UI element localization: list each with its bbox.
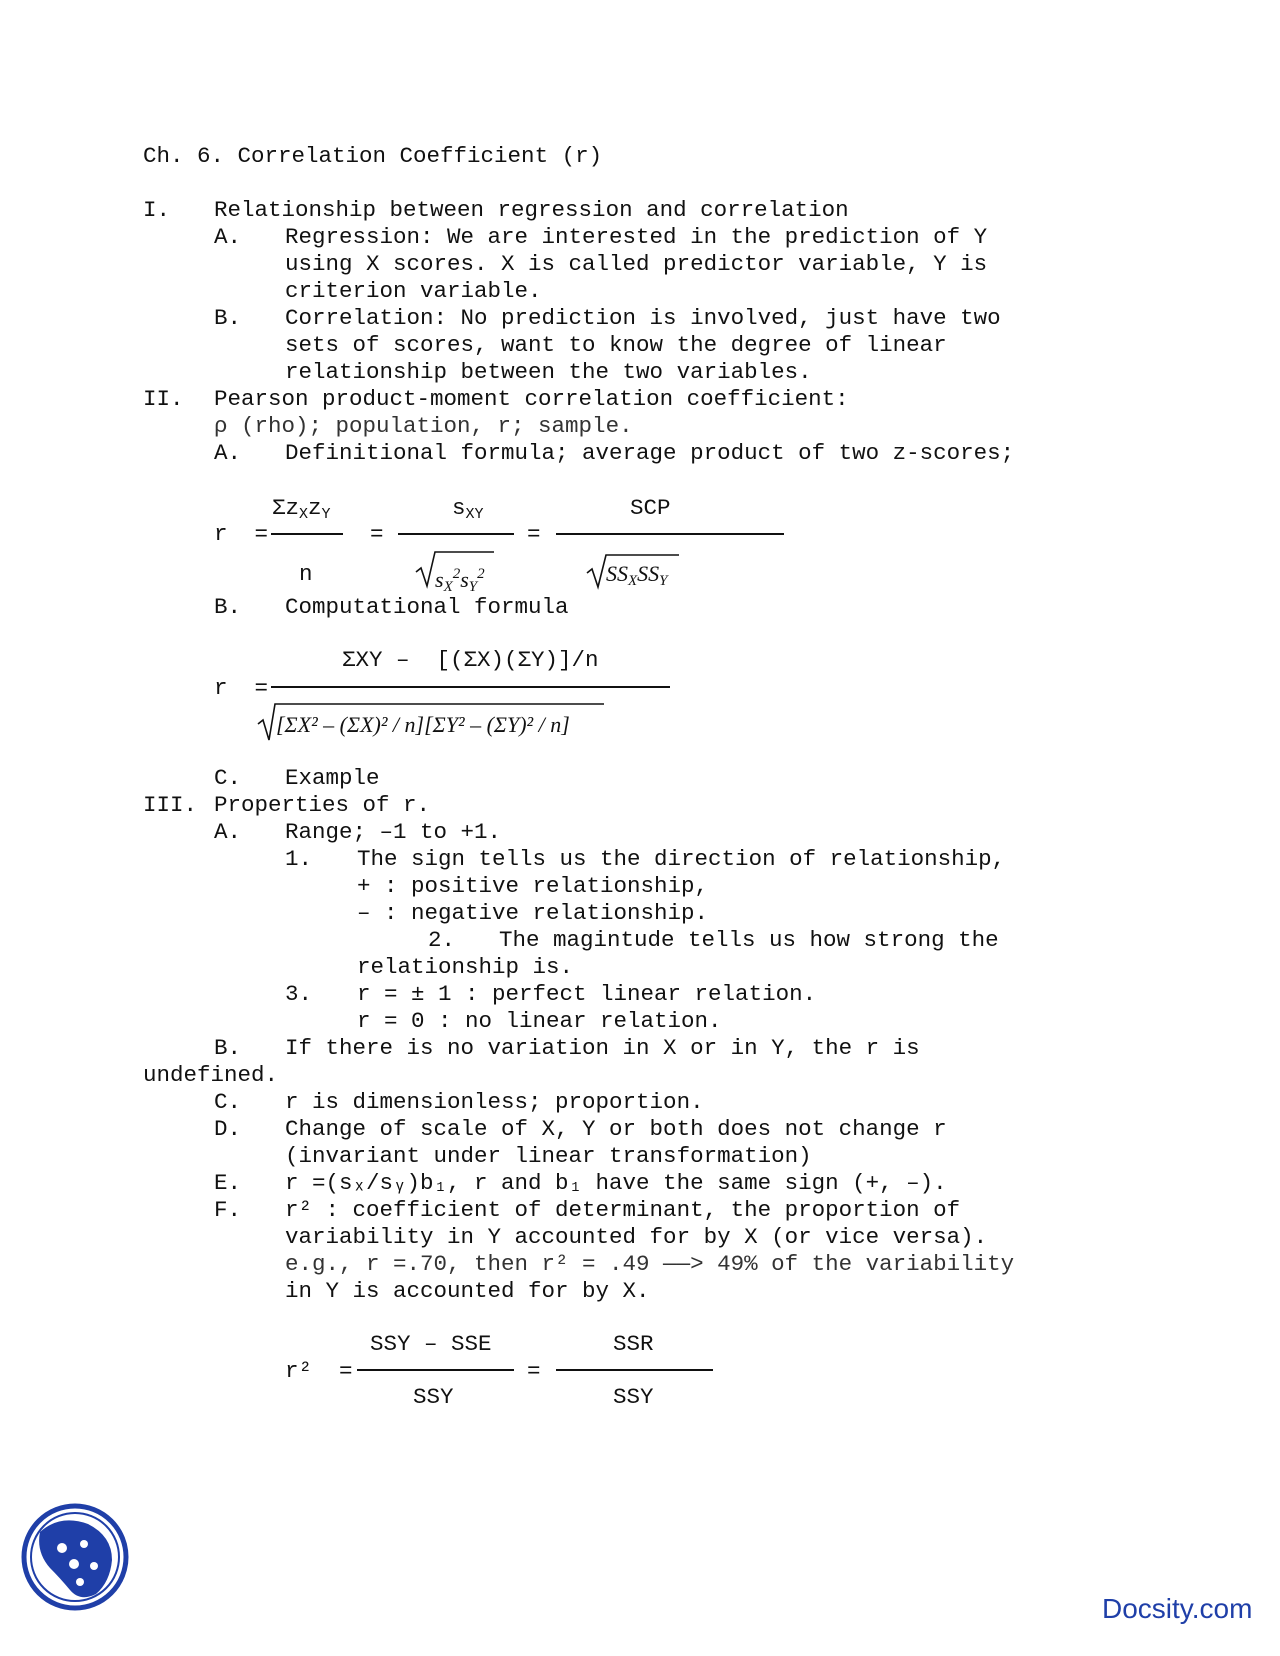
item-label: B.: [214, 305, 242, 331]
item-label: E.: [214, 1170, 242, 1196]
item-label: C.: [214, 1089, 242, 1115]
formula-denominator: [606, 560, 668, 595]
s: s: [460, 567, 469, 592]
fraction-bar: [357, 1369, 514, 1371]
subscript: X: [443, 579, 453, 595]
item-text: undefined.: [143, 1062, 279, 1088]
formula-lhs: r =: [214, 675, 269, 701]
s: s: [435, 567, 444, 592]
section-1-number: I.: [143, 197, 171, 223]
section-2-number: II.: [143, 386, 184, 412]
item-label: C.: [214, 765, 242, 791]
equals-sign: =: [527, 1358, 541, 1384]
section-3-heading: Properties of r.: [214, 792, 431, 818]
item-text: e.g., r =.70, then r² = .49 ——> 49% of the variability: [285, 1251, 1015, 1277]
formula-denominator: SSY: [413, 1384, 454, 1410]
sigma-z: Σz: [272, 495, 300, 521]
fraction-bar: [398, 533, 514, 535]
item-text: (invariant under linear transformation): [285, 1143, 812, 1169]
formula-numerator: SSY – SSE: [370, 1331, 492, 1357]
item-label: B.: [214, 594, 242, 620]
z: z: [308, 495, 322, 521]
fraction-bar: [271, 533, 343, 535]
item-text: r = ± 1 : perfect linear relation.: [357, 981, 817, 1007]
page-title: Ch. 6. Correlation Coefficient (r): [143, 143, 603, 169]
item-text: + : positive relationship,: [357, 873, 709, 899]
formula-denominator: SSY: [613, 1384, 654, 1410]
item-label: A.: [214, 440, 242, 466]
item-label: A.: [214, 224, 242, 250]
item-label: A.: [214, 819, 242, 845]
item-text: in Y is accounted for by X.: [285, 1278, 650, 1304]
formula-numerator: [452, 494, 484, 529]
section-3-number: III.: [143, 792, 198, 818]
item-text: Example: [285, 765, 380, 791]
item-label: F.: [214, 1197, 242, 1223]
item-text: r² : coefficient of determinant, the proportion of: [285, 1197, 961, 1223]
formula-denominator: [ΣX² – (ΣX)² / n][ΣY² – (ΣY)² / n]: [276, 712, 570, 737]
ss: SS: [606, 561, 628, 586]
item-text: Range; –1 to +1.: [285, 819, 502, 845]
exponent: 2: [452, 566, 461, 582]
item-label: 3.: [285, 981, 313, 1007]
subscript: XY: [465, 506, 484, 523]
item-text: Change of scale of X, Y or both does not change r: [285, 1116, 947, 1142]
item-text: If there is no variation in X or in Y, the r is: [285, 1035, 920, 1061]
formula-numerator: SCP: [630, 495, 671, 521]
s: s: [452, 495, 466, 521]
item-text: The sign tells us the direction of relationship,: [357, 846, 1006, 872]
subscript: X: [299, 506, 309, 523]
item-text: relationship between the two variables.: [285, 359, 812, 385]
item-text: Regression: We are interested in the prediction of Y: [285, 224, 988, 250]
ss: SS: [637, 561, 660, 586]
item-text: criterion variable.: [285, 278, 542, 304]
item-text: variability in Y accounted for by X (or vice versa).: [285, 1224, 988, 1250]
equals-sign: =: [527, 521, 541, 547]
docsity-watermark-link[interactable]: Docsity.com: [1102, 1593, 1253, 1624]
item-text: Correlation: No prediction is involved, just have two: [285, 305, 1001, 331]
rho-note: ρ (rho); population, r; sample.: [214, 413, 633, 439]
formula-lhs: r =: [214, 521, 269, 547]
exponent: 2: [477, 566, 485, 582]
item-text: r is dimensionless; proportion.: [285, 1089, 704, 1115]
item-text: The magintude tells us how strong the: [499, 927, 999, 953]
subscript: Y: [468, 579, 478, 595]
item-label: D.: [214, 1116, 242, 1142]
item-label: B.: [214, 1035, 242, 1061]
section-2-heading: Pearson product-moment correlation coefficient:: [214, 386, 849, 412]
subscript: X: [628, 573, 638, 589]
equals-sign: =: [370, 521, 384, 547]
item-text: sets of scores, want to know the degree of linear: [285, 332, 947, 358]
formula-lhs: r² =: [285, 1358, 353, 1384]
item-text: r = 0 : no linear relation.: [357, 1008, 722, 1034]
item-text: using X scores. X is called predictor variable, Y is: [285, 251, 988, 277]
item-text: r =(sₓ/sᵧ)b₁, r and b₁ have the same sign (+, –).: [285, 1170, 947, 1196]
formula-numerator: SSR: [613, 1331, 654, 1357]
item-text: relationship is.: [357, 954, 574, 980]
fraction-bar: [271, 686, 670, 688]
item-label: 2.: [428, 927, 456, 953]
docsity-logo-icon[interactable]: [20, 1502, 130, 1612]
fraction-bar: [556, 1369, 713, 1371]
item-text: – : negative relationship.: [357, 900, 709, 926]
formula-numerator: ΣXY – [(ΣX)(ΣY)]/n: [342, 647, 599, 673]
subscript: Y: [659, 573, 668, 589]
item-label: 1.: [285, 846, 313, 872]
item-text: Computational formula: [285, 594, 569, 620]
formula-numerator: [272, 494, 331, 529]
fraction-bar: [556, 533, 784, 535]
section-1-heading: Relationship between regression and correlation: [214, 197, 849, 223]
formula-denominator: n: [299, 561, 313, 587]
item-text: Definitional formula; average product of two z-scores;: [285, 440, 1015, 466]
subscript: Y: [321, 506, 331, 523]
